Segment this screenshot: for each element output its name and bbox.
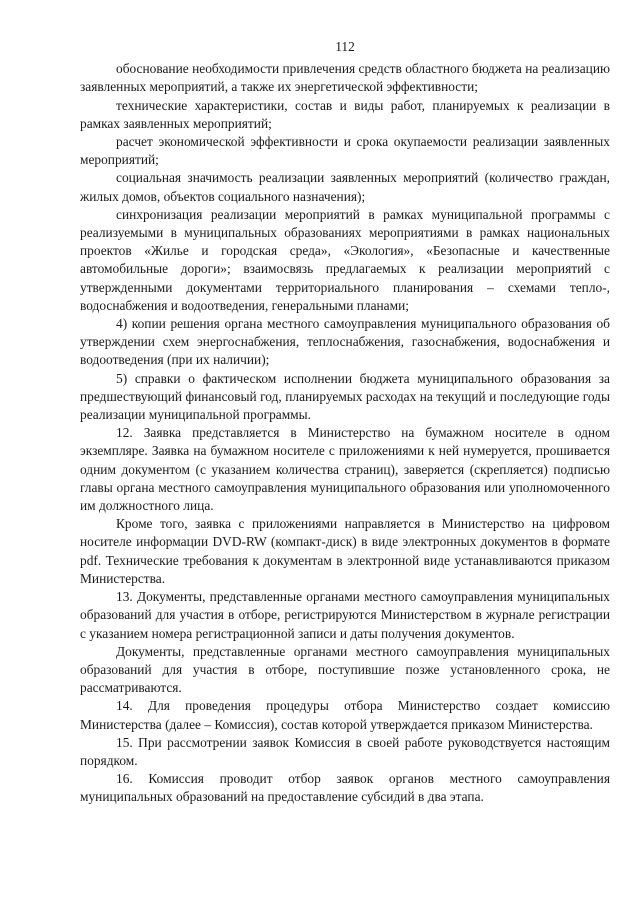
paragraph-clause-14: 14. Для проведения процедуры отбора Министерство создает комиссию Министерства (далее – Комиссия), состав которой утверждается приказом Министерства.	[80, 698, 610, 732]
page-number: 112	[335, 39, 355, 54]
paragraph-economic-efficiency: расчет экономической эффективности и срока окупаемости реализации заявленных мероприятий;	[80, 134, 610, 168]
paragraph-synchronization: синхронизация реализации мероприятий в рамках муниципальной программы с реализуемыми в муниципальных образованиях мероприятиями в рамках национальных проектов «Жилье и городская среда», «Экология», «Безопасные и качественные автомобильные дороги»; взаимосвязь предлагаемых к реализации мероприятий с утвержденными документами территориального планирования – схемами тепло-, водоснабжения и водоотведения, генеральными планами;	[80, 206, 610, 313]
paragraph-clause-16: 16. Комиссия проводит отбор заявок органов местного самоуправления муниципальных образований на предоставление субсидий в два этапа.	[80, 771, 610, 805]
document-page	[80, 38, 610, 807]
paragraph-social-significance: социальная значимость реализации заявленных мероприятий (количество граждан, жилых домов, объектов социального назначения);	[80, 170, 610, 204]
paragraph-item-4: 4) копии решения органа местного самоуправления муниципального образования об утверждении схем энергоснабжения, теплоснабжения, газоснабжения, водоснабжения и водоотведения (при их наличии);	[80, 316, 610, 368]
paragraph-clause-15: 15. При рассмотрении заявок Комиссия в своей работе руководствуется настоящим порядком.	[80, 734, 610, 768]
paragraph-digital-media: Кроме того, заявка с приложениями направляется в Министерство на цифровом носителе информации DVD-RW (компакт-диск) в виде электронных документов в формате pdf. Технические требования к документам в электронной виде устанавливаются приказом Министерства.	[80, 516, 610, 586]
paragraph-clause-12: 12. Заявка представляется в Министерство на бумажном носителе в одном экземпляре. Заявка на бумажном носителе с приложениями к ней нумеруется, прошивается одним документом (с указанием количества страниц), заверяется (скрепляется) подписью главы органа местного самоуправления муниципального образования или уполномоченного им должностного лица.	[80, 425, 610, 514]
paragraph-item-5: 5) справки о фактическом исполнении бюджета муниципального образования за предшествующий финансовый год, планируемых расходах на текущий и последующие годы реализации муниципальной программы.	[80, 370, 610, 423]
paragraph-justification: обоснование необходимости привлечения средств областного бюджета на реализацию заявленных мероприятий, а также их энергетической эффективности;	[80, 61, 610, 95]
paragraph-clause-13: 13. Документы, представленные органами местного самоуправления муниципальных образований для участия в отборе, регистрируются Министерством в журнале регистрации с указанием номера регистрационной записи и даты получения документов.	[80, 589, 610, 641]
paragraph-late-documents: Документы, представленные органами местного самоуправления муниципальных образований для участия в отборе, поступившие позже установленного срока, не рассматриваются.	[80, 643, 610, 696]
paragraph-technical-specs: технические характеристики, состав и виды работ, планируемых к реализации в рамках заявленных мероприятий;	[80, 97, 610, 131]
